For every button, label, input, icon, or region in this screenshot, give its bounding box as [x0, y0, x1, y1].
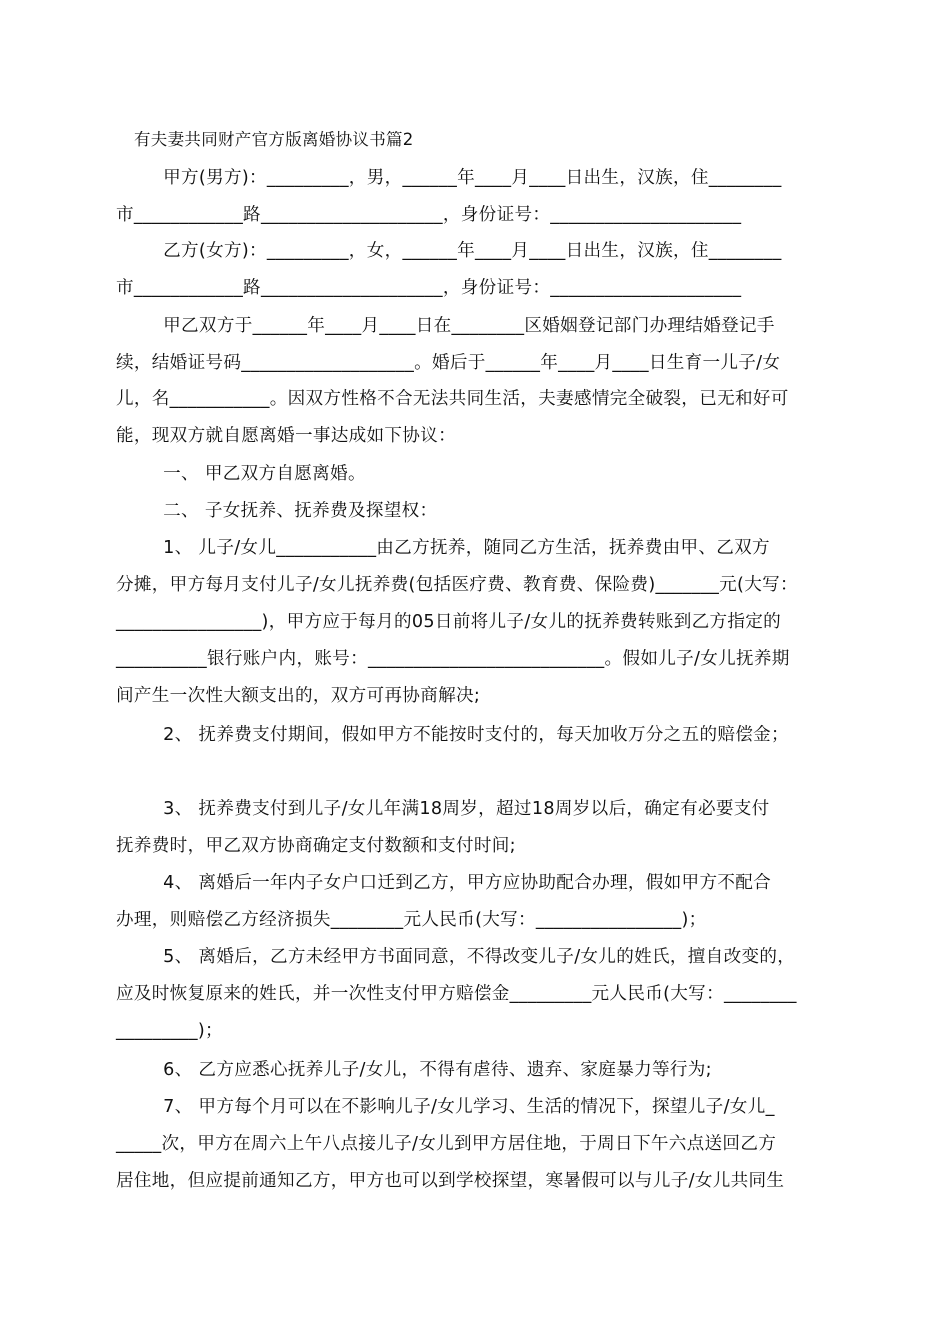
document-title: 有夫妻共同财产官方版离婚协议书篇2: [134, 130, 414, 149]
item-3-line-1: 3、 抚养费支付到儿子/女儿年满18周岁，超过18周岁以后，确定有必要支付: [116, 799, 770, 819]
item-1-line-1: 1、 儿子/女儿___________由乙方抚养，随同乙方生活，抚养费由甲、乙双方: [116, 538, 770, 558]
item-7-line-1: 7、 甲方每个月可以在不影响儿子/女儿学习、生活的情况下，探望儿子/女儿_: [116, 1097, 775, 1117]
party-a-line-2: 市____________路____________________，身份证号：_____________________: [116, 205, 742, 225]
item-7-line-3: 居住地，但应提前通知乙方，甲方也可以到学校探望，寒暑假可以与儿子/女儿共同生: [116, 1171, 785, 1191]
marriage-paragraph-line-2: 续，结婚证号码___________________。婚后于______年____月____日生育一儿子/女: [116, 353, 781, 373]
item-1-line-3: ________________)，甲方应于每月的05日前将儿子/女儿的抚养费转账到乙方指定的: [116, 612, 782, 632]
item-6-line-1: 6、 乙方应悉心抚养儿子/女儿，不得有虐待、遗弃、家庭暴力等行为;: [116, 1060, 712, 1080]
party-b-line-1: 乙方(女方)：_________，女，______年____月____日出生，汉族，住________: [116, 241, 782, 261]
party-b-line-2: 市____________路____________________，身份证号：_____________________: [116, 278, 742, 298]
item-5-line-3: _________)；: [116, 1021, 223, 1041]
party-a-line-1: 甲方(男方)：_________，男，______年____月____日出生，汉族，住________: [116, 168, 782, 188]
item-7-line-2: _____次，甲方在周六上午八点接儿子/女儿到甲方居住地，于周日下午六点送回乙方: [116, 1134, 777, 1154]
marriage-paragraph-line-4: 能，现双方就自愿离婚一事达成如下协议：: [116, 426, 456, 446]
clause-one: 一、 甲乙双方自愿离婚。: [116, 464, 366, 484]
item-1-line-5: 间产生一次性大额支出的，双方可再协商解决;: [116, 686, 481, 706]
item-3-line-2: 抚养费时，甲乙双方协商确定支付数额和支付时间;: [116, 836, 516, 856]
marriage-paragraph-line-1: 甲乙双方于______年____月____日在________区婚姻登记部门办理结婚登记手: [116, 316, 775, 336]
item-2-line-1: 2、 抚养费支付期间，假如甲方不能按时支付的，每天加收万分之五的赔偿金；: [116, 725, 789, 745]
item-1-line-4: __________银行账户内，账号：__________________________。假如儿子/女儿抚养期: [116, 649, 790, 669]
item-5-line-1: 5、 离婚后，乙方未经甲方书面同意，不得改变儿子/女儿的姓氏，擅自改变的，: [116, 947, 796, 967]
marriage-paragraph-line-3: 儿，名___________。因双方性格不合无法共同生活，夫妻感情完全破裂，已无和好可: [116, 389, 789, 409]
item-5-line-2: 应及时恢复原来的姓氏，并一次性支付甲方赔偿金_________元人民币(大写：________: [116, 984, 797, 1004]
item-4-line-2: 办理，则赔偿乙方经济损失________元人民币(大写：________________)；: [116, 910, 707, 930]
item-4-line-1: 4、 离婚后一年内子女户口迁到乙方，甲方应协助配合办理，假如甲方不配合: [116, 873, 772, 893]
item-1-line-2: 分摊，甲方每月支付儿子/女儿抚养费(包括医疗费、教育费、保险费)_______元(大写：: [116, 575, 798, 595]
clause-two-heading: 二、 子女抚养、抚养费及探望权：: [116, 501, 438, 521]
